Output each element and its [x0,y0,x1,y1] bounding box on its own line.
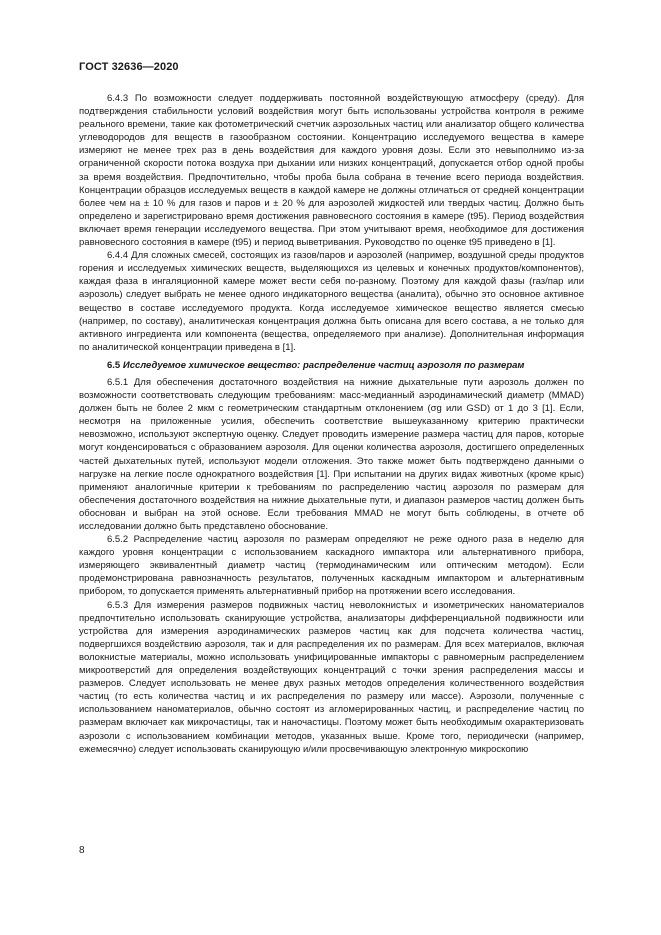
paragraph-6-5-2: 6.5.2 Распределение частиц аэрозоля по размерам определяют не реже одного раза в неделю для каждого уровня концентрации с использованием каскадного импактора или альтернативного прибора, измеряющего эквивалентный диаметр частиц (термодинамическим или оптическим методом). Если продемонстрирована равнозначность результатов, полученных каскадным импактором и альтернативным прибором, то допускается применять альтернативный прибор на протяжении всего исследования. [79,534,584,598]
paragraph-6-5-1: 6.5.1 Для обеспечения достаточного воздействия на нижние дыхательные пути аэрозоль должен по возможности соответствовать следующим требованиям: масс-медианный аэродинамический диаметр (MMAD) должен быть не более 2 мкм с геометрическим стандартным отклонением (σg или GSD) от 1 до 3 [1]. Если, несмотря на приложенные усилия, обеспечить соответствие вышеуказанному критерию практически невозможно, используют экспертную оценку. Следует проводить измерение размера частиц для паров, которые могут конденсироваться с образованием аэрозоля. Для оценки количества аэрозоля, достигшего определенных частей дыхательных путей, используют модели отложения. Это также может быть подтверждено данными о нагрузке на легкие после однократного воздействия [1]. При испытании на других видах животных (кроме крыс) применяют аналогичные критерии к требованиям по распределению частиц аэрозоля по размерам для обеспечения достаточного воздействия на нижние дыхательные пути, и диапазон размеров частиц должен быть обоснован и выбран на этой основе. Если требования MMAD не могут быть соблюдены, в отчете об исследовании должно быть представлено обоснование. [79,376,584,532]
section-heading [79,359,584,372]
paragraph-6-4-3: 6.4.3 По возможности следует поддерживать постоянной воздействующую атмосферу (среду). Для подтверждения стабильности условий воздействия могут быть использованы устройства контроля в режиме реального времени, такие как фотометрический счетчик аэрозольных частиц или анализатор общего количества углеводородов для веществ в газообразном состоянии. Концентрацию исследуемого вещества в камере измеряют не менее трех раз в день воздействия для каждого уровня дозы. Если это невыполнимо из-за ограниченной скорости потока воздуха при дыхании или низких концентраций, допускается отбор одной пробы за время воздействия. Предпочтительно, чтобы проба была собрана в течение всего периода воздействия. Концентрации образцов исследуемых веществ в каждой камере не должны отличаться от средней концентрации более чем на ± 10 % для газов и паров и ± 20 % для аэрозолей жидкостей или твердых частиц. Должно быть определено и зарегистрировано время достижения равновесного состояния в камере (t95). Период воздействия включает время генерации исследуемого вещества. При этом учитывают время, необходимое для достижения равновесного состояния в камере (t95) и период выветривания. Руководство по оценке t95 приведено в [1]. [79,93,584,249]
paragraph-6-5-3: 6.5.3 Для измерения размеров подвижных частиц неволокнистых и изометрических наноматериалов предпочтительно использовать сканирующие устройства, анализаторы дифференциальной подвижности или устройства для измерения аэродинамических размеров частиц как для подсчета количества частиц, подвергшихся воздействию аэрозоля, так и для распределения их по размерам. Для всех материалов, включая волокнистые материалы, можно использовать унифицированные импакторы с равномерным распределением микроотверстий для определения воздействующих концентраций с точки зрения распределения массы и размеров. Следует использовать не менее двух разных методов определения количественного воздействия частиц (то есть количества частиц и их распределения по размеру или массе). Аэрозоли, полученные с использованием наноматериалов, обычно состоят из агломерированных частиц, и распределение частиц по размерам включает как микрочастицы, так и наночастицы. Поэтому может быть необходимым охарактеризовать аэрозоли с использованием комбинации методов, указанных выше. Кроме того, периодически (например, ежемесячно) следует использовать сканирующую и/или просвечивающую электронную микроскопию [79,599,584,755]
standard-header: ГОСТ 32636—2020 [79,61,179,73]
document-body [79,92,584,756]
page-number: 8 [79,845,85,856]
section-title: Исследуемое химическое вещество: распределение частиц аэрозоля по размерам [122,359,525,371]
paragraph-6-4-4: 6.4.4 Для сложных смесей, состоящих из газов/паров и аэрозолей (например, воздушной среды продуктов горения и исследуемых химических веществ, выделяющихся из целевых и конечных продуктов/компонентов), каждая фаза в ингаляционной камере может вести себя по-разному. Поэтому для каждой фазы (газ/пар или аэрозоль) следует выбрать не менее одного индикаторного вещества (аналита), обычно это основное активное вещество в составе исследуемого продукта. Когда исследуемое химическое вещество является смесью (например, по составу), аналитическая концентрация должна быть описана для всего состава, а не только для активного ингредиента или компонента (вещества, определяемого при анализе). Дополнительная информация по аналитической концентрации приведена в [1]. [79,250,584,353]
section-number: 6.5 [107,359,121,371]
